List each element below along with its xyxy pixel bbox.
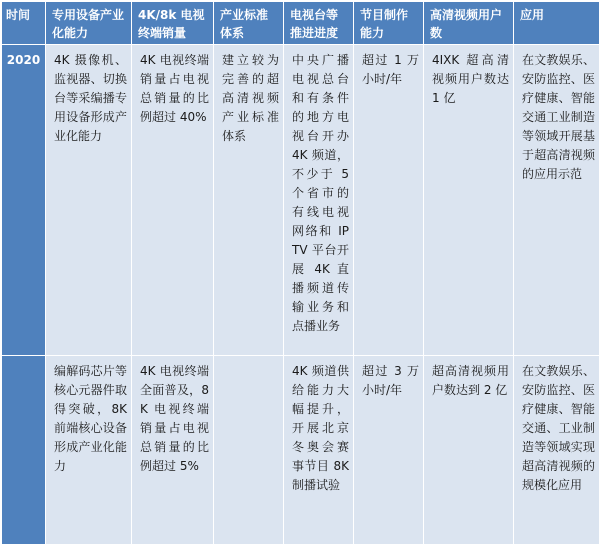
table-row: [2, 356, 600, 545]
cell-production: 超过 1 万小时/年: [354, 45, 424, 356]
header-equipment: 专用设备产业化能力: [46, 2, 132, 45]
cell-standards: 建立较为完善的超高清视频产业标准体系: [214, 45, 284, 356]
cell-applications: 在文教娱乐、安防监控、医疗健康、智能交通工业制造等领域开展基于超高清视频的应用示范: [514, 45, 600, 356]
header-time: 时间: [2, 2, 46, 45]
cell-applications: 在文教娱乐、安防监控、医疗健康、智能交通、工业制造等领域实现超高清视频的规模化应用: [514, 356, 600, 545]
cell-broadcaster-progress: 4K 频道供给能力大幅提升，开展北京冬奥会赛事节目 8K 制播试验: [284, 356, 354, 545]
header-users: 高清视频用户数: [424, 2, 514, 45]
header-tv-sales: 4K/8k 电视终端销量: [132, 2, 214, 45]
cell-tv-sales: 4K 电视终端全面普及，8K 电视终端销量占电视总销量的比例超过 5%: [132, 356, 214, 545]
header-production: 节目制作能力: [354, 2, 424, 45]
row-year: [2, 356, 46, 545]
header-standards: 产业标准体系: [214, 2, 284, 45]
header-broadcaster-progress: 电视台等推进进度: [284, 2, 354, 45]
cell-standards: [214, 356, 284, 545]
cell-equipment: 4K 摄像机、监视器、切换台等采编播专用设备形成产业化能力: [46, 45, 132, 356]
cell-equipment: 编解码芯片等核心元器件取得突破，8K 前端核心设备形成产业化能力: [46, 356, 132, 545]
header-applications: 应用: [514, 2, 600, 45]
header-row: [2, 2, 600, 45]
cell-users: 超高清视频用户数达到 2 亿: [424, 356, 514, 545]
cell-tv-sales: 4K 电视终端销量占电视总销量的比例超过 40%: [132, 45, 214, 356]
cell-production: 超过 3 万小时/年: [354, 356, 424, 545]
table-row: [2, 45, 600, 356]
row-year: 2020: [2, 45, 46, 356]
roadmap-table: [1, 1, 600, 545]
cell-users: 4IXK 超高清视频用户数达 1 亿: [424, 45, 514, 356]
cell-broadcaster-progress: 中央广播电视总台和有条件的地方电视台开办 4K 频道，不少于 5 个省市的有线电视网络和 IPTV 平台开展 4K 直播频道传输业务和点播业务: [284, 45, 354, 356]
